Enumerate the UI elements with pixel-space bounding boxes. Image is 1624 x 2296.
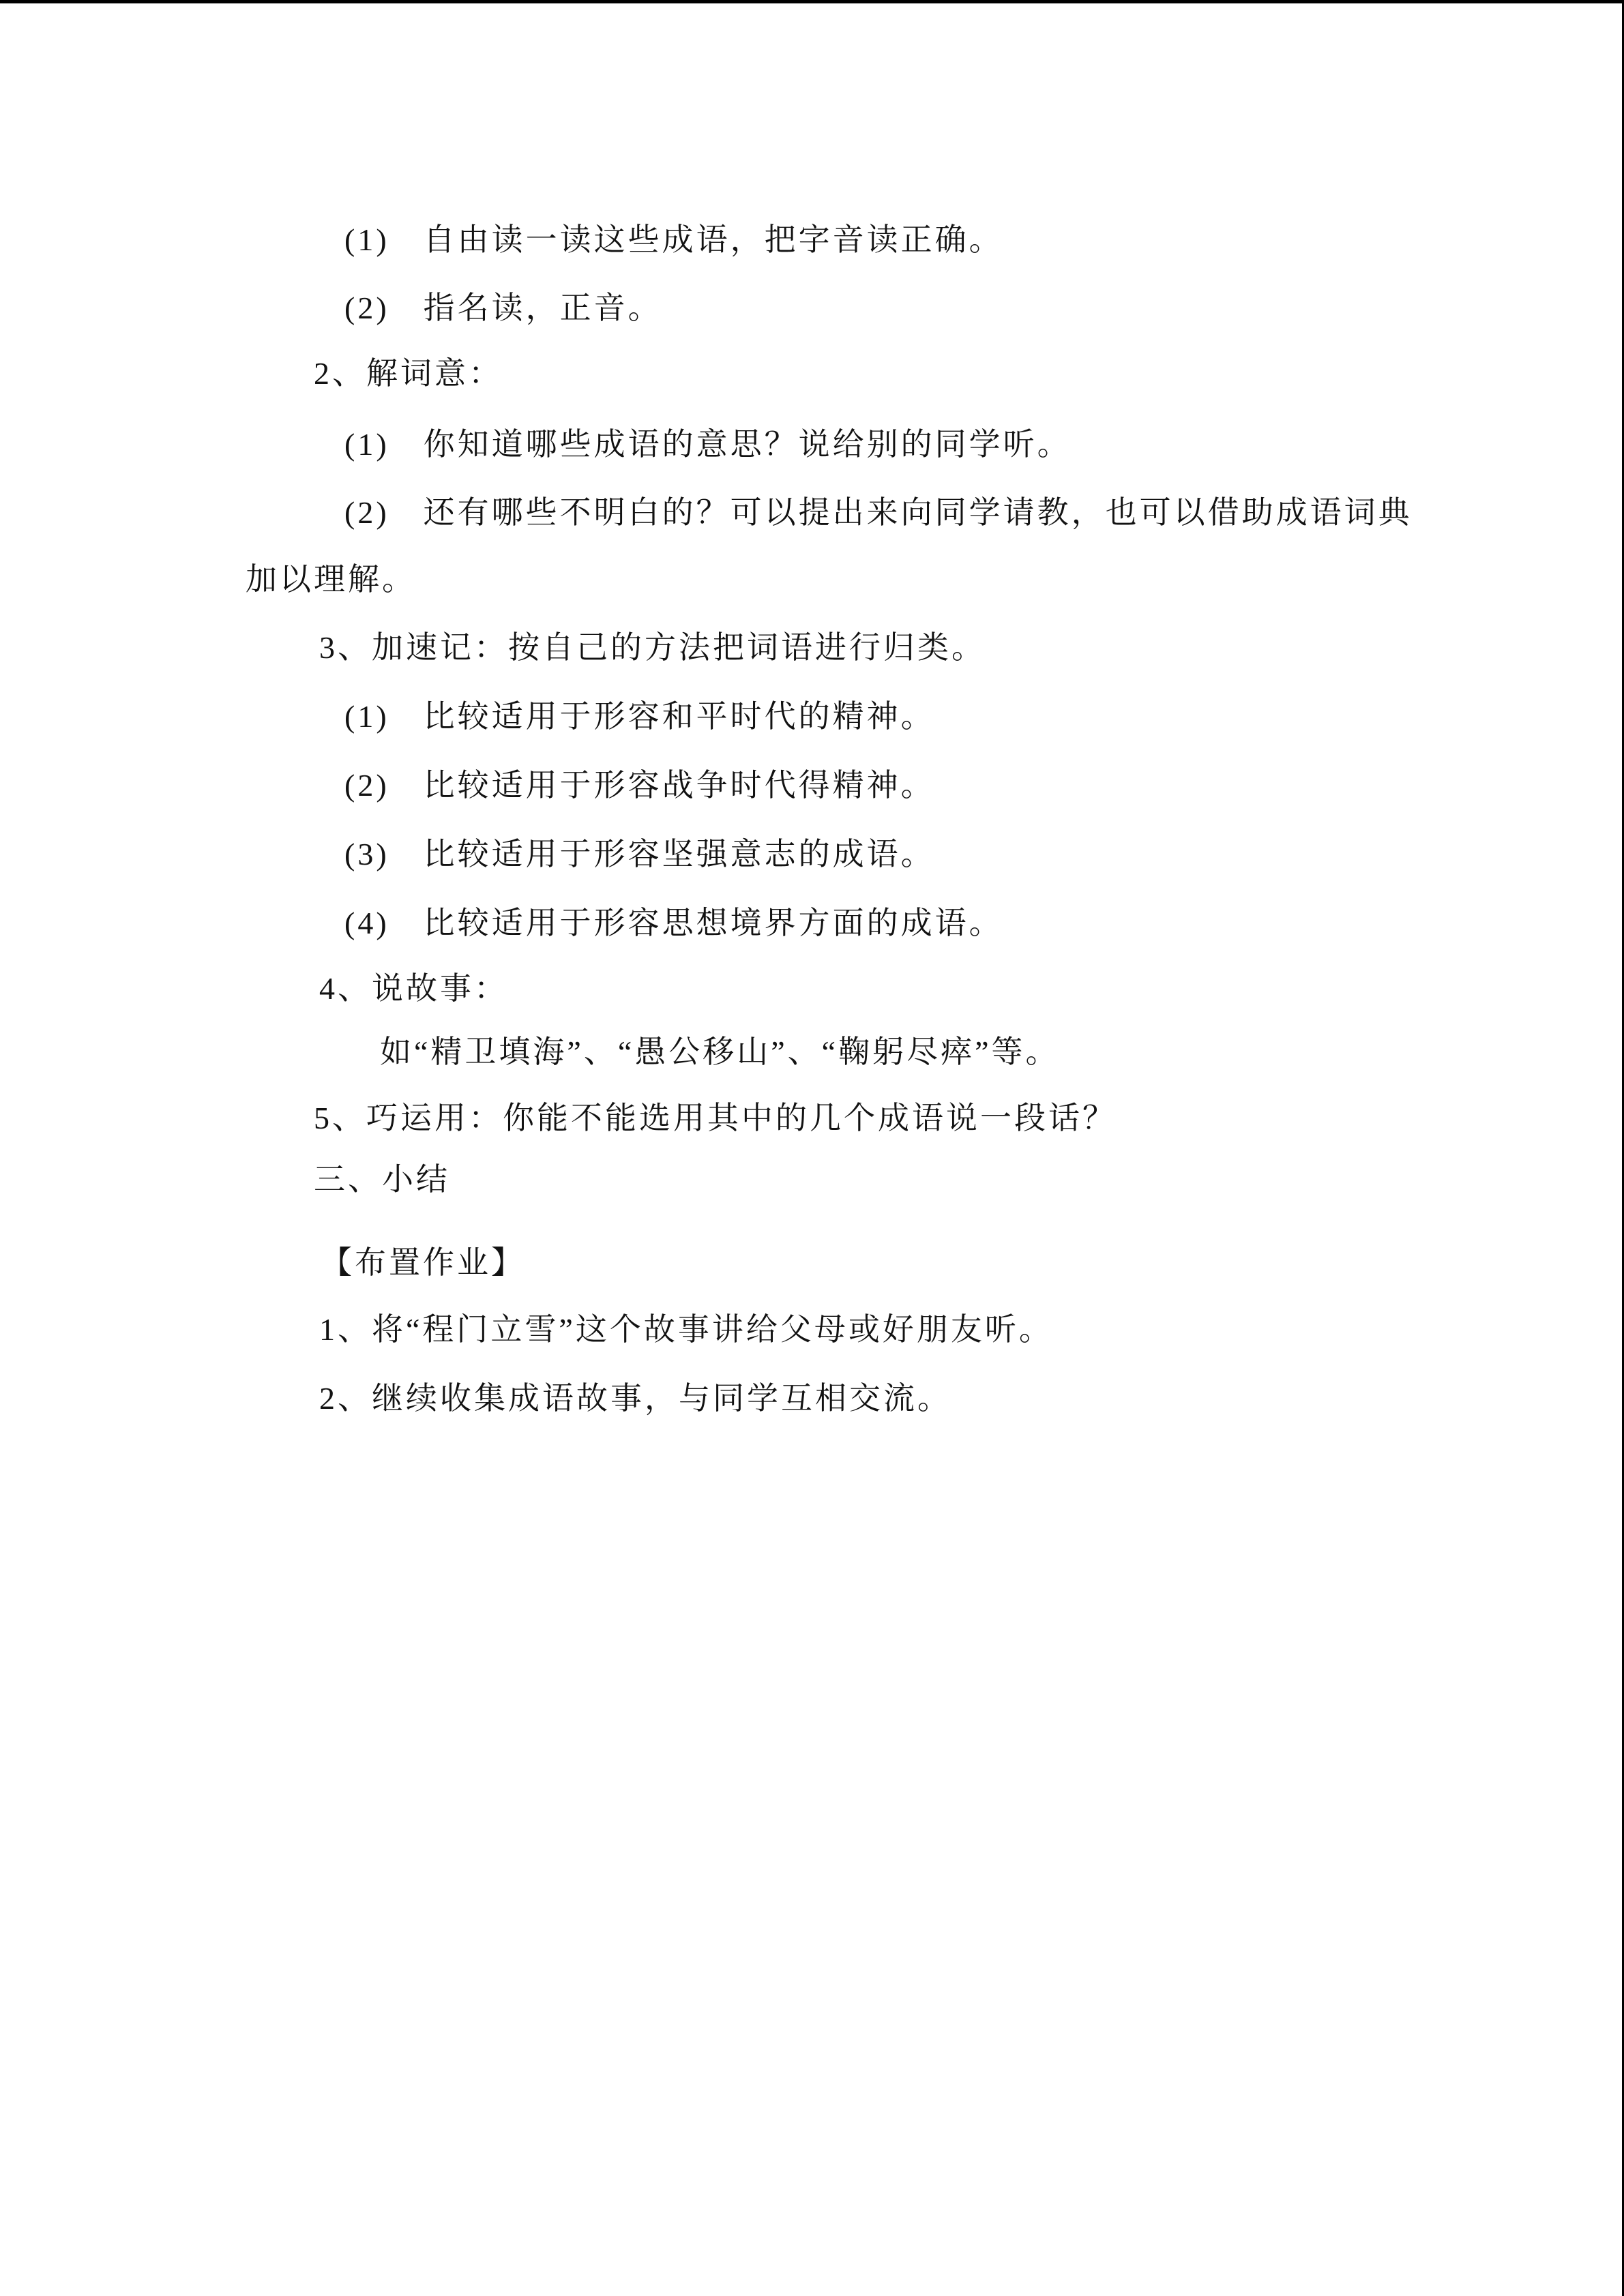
text-line: (1) 你知道哪些成语的意思？说给别的同学听。	[344, 427, 1072, 462]
text-line: 4、说故事：	[319, 971, 508, 1006]
text-line: 3、加速记：按自己的方法把词语进行归类。	[319, 630, 986, 665]
text-line: (4) 比较适用于形容思想境界方面的成语。	[344, 906, 1003, 940]
text-line: 2、继续收集成语故事，与同学互相交流。	[319, 1381, 951, 1416]
text-line: 2、解词意：	[314, 356, 503, 391]
text-line: 5、巧运用：你能不能选用其中的几个成语说一段话？	[314, 1101, 1117, 1135]
text-line: 三、小结	[314, 1162, 450, 1197]
text-line: 如“精卫填海”、“愚公移山”、“鞠躬尽瘁”等。	[380, 1034, 1060, 1069]
text-line: 加以理解。	[246, 562, 416, 597]
text-line: (2) 指名读，正音。	[344, 290, 662, 325]
text-line: (1) 比较适用于形容和平时代的精神。	[344, 699, 935, 734]
page-top-border	[0, 0, 1624, 3]
text-line: (2) 比较适用于形容战争时代得精神。	[344, 768, 935, 803]
text-line: (2) 还有哪些不明白的？可以提出来向同学请教，也可以借助成语词典	[344, 495, 1413, 530]
text-line: 1、将“程门立雪”这个故事讲给父母或好朋友听。	[319, 1312, 1053, 1347]
text-line: (3) 比较适用于形容坚强意志的成语。	[344, 837, 935, 871]
text-line: (1) 自由读一读这些成语，把字音读正确。	[344, 222, 1003, 257]
section-heading: 【布置作业】	[321, 1245, 525, 1280]
